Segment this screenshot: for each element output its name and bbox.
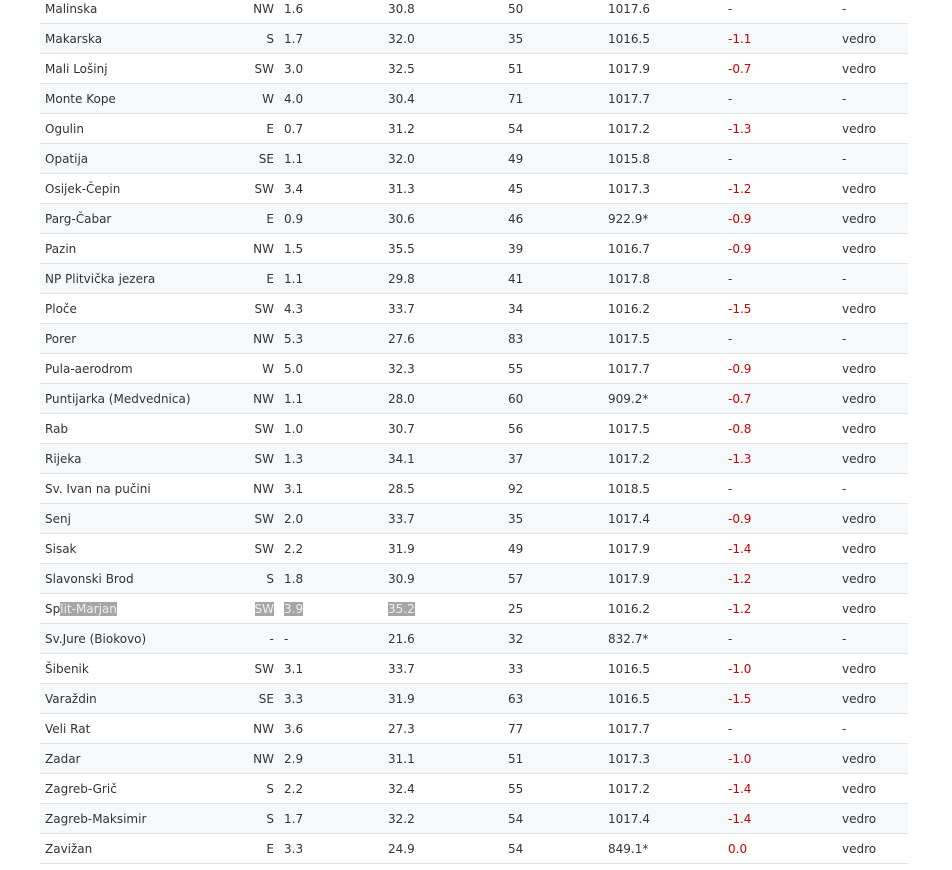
wind-speed: 1.3 bbox=[278, 444, 388, 474]
weather-condition: vedro bbox=[842, 564, 908, 594]
weather-condition: vedro bbox=[842, 384, 908, 414]
table-row bbox=[40, 24, 908, 54]
weather-condition: vedro bbox=[842, 504, 908, 534]
humidity: 55 bbox=[508, 354, 608, 384]
wind-speed: 1.6 bbox=[278, 0, 388, 24]
weather-table-body bbox=[40, 0, 908, 864]
selected-text: 3.9 bbox=[284, 601, 304, 616]
pressure-tendency: -0.7 bbox=[728, 54, 842, 84]
table-row bbox=[40, 744, 908, 774]
temperature: 30.6 bbox=[388, 204, 508, 234]
table-row bbox=[40, 774, 908, 804]
pressure: 1017.2 bbox=[608, 774, 728, 804]
weather-condition: - bbox=[842, 624, 908, 654]
pressure-tendency: -0.9 bbox=[728, 204, 842, 234]
wind-direction: SE bbox=[240, 684, 278, 714]
wind-direction: W bbox=[240, 354, 278, 384]
wind-direction: S bbox=[240, 564, 278, 594]
pressure-tendency: 0.0 bbox=[728, 834, 842, 864]
pressure-tendency: -0.8 bbox=[728, 414, 842, 444]
table-row bbox=[40, 444, 908, 474]
wind-speed: 0.9 bbox=[278, 204, 388, 234]
pressure-tendency: -1.0 bbox=[728, 744, 842, 774]
pressure-tendency: -0.9 bbox=[728, 504, 842, 534]
station-name: Zagreb-Grič bbox=[40, 774, 240, 804]
humidity: 50 bbox=[508, 0, 608, 24]
temperature: 34.1 bbox=[388, 444, 508, 474]
temperature: 29.8 bbox=[388, 264, 508, 294]
wind-direction: S bbox=[240, 24, 278, 54]
weather-table bbox=[40, 0, 908, 864]
wind-direction: NW bbox=[240, 384, 278, 414]
pressure: 1015.8 bbox=[608, 144, 728, 174]
temperature: 35.5 bbox=[388, 234, 508, 264]
temperature: 28.5 bbox=[388, 474, 508, 504]
humidity: 57 bbox=[508, 564, 608, 594]
wind-speed: 2.2 bbox=[278, 534, 388, 564]
table-row bbox=[40, 654, 908, 684]
pressure: 1017.4 bbox=[608, 804, 728, 834]
table-row bbox=[40, 264, 908, 294]
pressure: 1017.7 bbox=[608, 714, 728, 744]
humidity: 34 bbox=[508, 294, 608, 324]
pressure-tendency: - bbox=[728, 0, 842, 24]
station-name: Monte Kope bbox=[40, 84, 240, 114]
wind-direction: SW bbox=[240, 414, 278, 444]
pressure: 1017.5 bbox=[608, 414, 728, 444]
wind-speed: 1.1 bbox=[278, 384, 388, 414]
wind-direction: SW bbox=[240, 444, 278, 474]
pressure: 1016.5 bbox=[608, 24, 728, 54]
pressure-tendency: -0.9 bbox=[728, 234, 842, 264]
temperature: 30.7 bbox=[388, 414, 508, 444]
wind-direction: SW bbox=[240, 294, 278, 324]
station-name: Sv. Ivan na pučini bbox=[40, 474, 240, 504]
wind-direction bbox=[240, 594, 278, 624]
temperature: 32.3 bbox=[388, 354, 508, 384]
table-row bbox=[40, 234, 908, 264]
pressure-tendency: - bbox=[728, 324, 842, 354]
humidity: 41 bbox=[508, 264, 608, 294]
pressure-tendency: - bbox=[728, 264, 842, 294]
temperature: 30.9 bbox=[388, 564, 508, 594]
pressure: 1017.3 bbox=[608, 744, 728, 774]
pressure-tendency: -1.0 bbox=[728, 654, 842, 684]
humidity: 63 bbox=[508, 684, 608, 714]
wind-direction: SW bbox=[240, 174, 278, 204]
weather-condition: - bbox=[842, 264, 908, 294]
temperature: 31.9 bbox=[388, 534, 508, 564]
temperature: 24.9 bbox=[388, 834, 508, 864]
humidity: 54 bbox=[508, 114, 608, 144]
pressure: 832.7* bbox=[608, 624, 728, 654]
wind-speed: 3.0 bbox=[278, 54, 388, 84]
wind-speed: 3.1 bbox=[278, 474, 388, 504]
weather-condition: vedro bbox=[842, 54, 908, 84]
weather-condition: vedro bbox=[842, 774, 908, 804]
station-name: Zavižan bbox=[40, 834, 240, 864]
wind-direction: NW bbox=[240, 234, 278, 264]
table-row bbox=[40, 384, 908, 414]
selected-text: lit-Marjan bbox=[60, 601, 117, 616]
pressure-tendency: - bbox=[728, 84, 842, 114]
table-row bbox=[40, 534, 908, 564]
pressure: 1017.9 bbox=[608, 54, 728, 84]
humidity: 35 bbox=[508, 24, 608, 54]
pressure: 849.1* bbox=[608, 834, 728, 864]
humidity: 39 bbox=[508, 234, 608, 264]
weather-condition: vedro bbox=[842, 804, 908, 834]
weather-condition: vedro bbox=[842, 354, 908, 384]
weather-condition: - bbox=[842, 144, 908, 174]
pressure: 1016.7 bbox=[608, 234, 728, 264]
temperature: 31.1 bbox=[388, 744, 508, 774]
wind-speed: 5.3 bbox=[278, 324, 388, 354]
station-name: Šibenik bbox=[40, 654, 240, 684]
temperature: 27.3 bbox=[388, 714, 508, 744]
temperature: 32.5 bbox=[388, 54, 508, 84]
pressure: 1018.5 bbox=[608, 474, 728, 504]
station-name: Zadar bbox=[40, 744, 240, 774]
wind-direction: SW bbox=[240, 504, 278, 534]
wind-speed: 2.9 bbox=[278, 744, 388, 774]
weather-condition: vedro bbox=[842, 414, 908, 444]
wind-direction: SW bbox=[240, 534, 278, 564]
table-row bbox=[40, 594, 908, 624]
table-row bbox=[40, 684, 908, 714]
wind-speed: 3.3 bbox=[278, 834, 388, 864]
wind-speed: 1.1 bbox=[278, 144, 388, 174]
weather-condition: - bbox=[842, 714, 908, 744]
table-row bbox=[40, 504, 908, 534]
wind-speed: 3.4 bbox=[278, 174, 388, 204]
pressure-tendency: -1.2 bbox=[728, 594, 842, 624]
weather-condition: vedro bbox=[842, 24, 908, 54]
wind-direction: S bbox=[240, 774, 278, 804]
pressure-tendency: - bbox=[728, 474, 842, 504]
weather-condition: - bbox=[842, 474, 908, 504]
humidity: 55 bbox=[508, 774, 608, 804]
station-name: Pula-aerodrom bbox=[40, 354, 240, 384]
pressure: 922.9* bbox=[608, 204, 728, 234]
temperature: 33.7 bbox=[388, 504, 508, 534]
pressure: 1016.2 bbox=[608, 294, 728, 324]
weather-condition: vedro bbox=[842, 744, 908, 774]
station-name: Veli Rat bbox=[40, 714, 240, 744]
wind-direction: SW bbox=[240, 54, 278, 84]
wind-direction: NW bbox=[240, 714, 278, 744]
station-name: Zagreb-Maksimir bbox=[40, 804, 240, 834]
wind-speed: 0.7 bbox=[278, 114, 388, 144]
pressure: 1016.5 bbox=[608, 684, 728, 714]
pressure-tendency: -1.5 bbox=[728, 294, 842, 324]
table-row bbox=[40, 714, 908, 744]
humidity: 56 bbox=[508, 414, 608, 444]
temperature: 32.0 bbox=[388, 144, 508, 174]
wind-speed: 3.6 bbox=[278, 714, 388, 744]
wind-speed: 1.8 bbox=[278, 564, 388, 594]
humidity: 32 bbox=[508, 624, 608, 654]
wind-speed: 5.0 bbox=[278, 354, 388, 384]
pressure: 1017.7 bbox=[608, 354, 728, 384]
table-row bbox=[40, 354, 908, 384]
table-row bbox=[40, 144, 908, 174]
temperature: 31.3 bbox=[388, 174, 508, 204]
pressure-tendency: -1.3 bbox=[728, 444, 842, 474]
pressure: 1017.3 bbox=[608, 174, 728, 204]
temperature: 30.4 bbox=[388, 84, 508, 114]
wind-speed: 4.3 bbox=[278, 294, 388, 324]
pressure: 1017.6 bbox=[608, 0, 728, 24]
weather-condition: vedro bbox=[842, 594, 908, 624]
table-row bbox=[40, 624, 908, 654]
temperature: 31.9 bbox=[388, 684, 508, 714]
table-row bbox=[40, 564, 908, 594]
wind-speed: 1.1 bbox=[278, 264, 388, 294]
humidity: 35 bbox=[508, 504, 608, 534]
station-name: Puntijarka (Medvednica) bbox=[40, 384, 240, 414]
weather-condition: vedro bbox=[842, 444, 908, 474]
table-row bbox=[40, 84, 908, 114]
station-name: NP Plitvička jezera bbox=[40, 264, 240, 294]
pressure-tendency: -1.2 bbox=[728, 174, 842, 204]
selected-text: 35.2 bbox=[388, 601, 415, 616]
table-row bbox=[40, 834, 908, 864]
wind-speed: 1.7 bbox=[278, 804, 388, 834]
pressure-tendency: -1.2 bbox=[728, 564, 842, 594]
weather-condition: vedro bbox=[842, 834, 908, 864]
pressure-tendency: - bbox=[728, 624, 842, 654]
pressure: 1016.5 bbox=[608, 654, 728, 684]
station-name: Varaždin bbox=[40, 684, 240, 714]
station-name: Ogulin bbox=[40, 114, 240, 144]
station-name: Makarska bbox=[40, 24, 240, 54]
selected-text: SW bbox=[254, 601, 274, 616]
station-name: Senj bbox=[40, 504, 240, 534]
table-row bbox=[40, 804, 908, 834]
table-row bbox=[40, 0, 908, 24]
pressure: 1017.9 bbox=[608, 534, 728, 564]
station-name: Slavonski Brod bbox=[40, 564, 240, 594]
weather-condition: vedro bbox=[842, 654, 908, 684]
pressure-tendency: -1.5 bbox=[728, 684, 842, 714]
humidity: 33 bbox=[508, 654, 608, 684]
weather-condition: vedro bbox=[842, 294, 908, 324]
weather-condition: - bbox=[842, 84, 908, 114]
humidity: 25 bbox=[508, 594, 608, 624]
wind-direction: E bbox=[240, 834, 278, 864]
station-name-plain: Sp bbox=[45, 601, 61, 616]
wind-speed: 3.3 bbox=[278, 684, 388, 714]
station-name: Sisak bbox=[40, 534, 240, 564]
humidity: 54 bbox=[508, 804, 608, 834]
station-name: Malinska bbox=[40, 0, 240, 24]
temperature: 30.8 bbox=[388, 0, 508, 24]
temperature: 32.0 bbox=[388, 24, 508, 54]
humidity: 60 bbox=[508, 384, 608, 414]
temperature: 32.2 bbox=[388, 804, 508, 834]
humidity: 49 bbox=[508, 144, 608, 174]
wind-direction: S bbox=[240, 804, 278, 834]
wind-speed bbox=[278, 594, 388, 624]
station-name: Rijeka bbox=[40, 444, 240, 474]
table-row bbox=[40, 204, 908, 234]
station-name: Osijek-Čepin bbox=[40, 174, 240, 204]
humidity: 77 bbox=[508, 714, 608, 744]
wind-speed: 2.2 bbox=[278, 774, 388, 804]
wind-speed: 2.0 bbox=[278, 504, 388, 534]
temperature: 33.7 bbox=[388, 294, 508, 324]
pressure: 1016.2 bbox=[608, 594, 728, 624]
table-row bbox=[40, 474, 908, 504]
pressure-tendency: -0.9 bbox=[728, 354, 842, 384]
table-row bbox=[40, 414, 908, 444]
humidity: 92 bbox=[508, 474, 608, 504]
table-row bbox=[40, 114, 908, 144]
humidity: 83 bbox=[508, 324, 608, 354]
weather-condition: vedro bbox=[842, 534, 908, 564]
weather-condition: vedro bbox=[842, 684, 908, 714]
pressure-tendency: -1.4 bbox=[728, 534, 842, 564]
wind-direction: SE bbox=[240, 144, 278, 174]
pressure: 1017.8 bbox=[608, 264, 728, 294]
temperature: 28.0 bbox=[388, 384, 508, 414]
pressure: 1017.2 bbox=[608, 114, 728, 144]
wind-direction: E bbox=[240, 114, 278, 144]
weather-condition: - bbox=[842, 0, 908, 24]
wind-direction: NW bbox=[240, 744, 278, 774]
pressure-tendency: -1.3 bbox=[728, 114, 842, 144]
humidity: 45 bbox=[508, 174, 608, 204]
wind-speed: 3.1 bbox=[278, 654, 388, 684]
temperature: 32.4 bbox=[388, 774, 508, 804]
wind-speed: 4.0 bbox=[278, 84, 388, 114]
weather-condition: vedro bbox=[842, 174, 908, 204]
pressure-tendency: -1.1 bbox=[728, 24, 842, 54]
station-name: Mali Lošinj bbox=[40, 54, 240, 84]
weather-condition: vedro bbox=[842, 234, 908, 264]
wind-direction: W bbox=[240, 84, 278, 114]
station-name: Sv.Jure (Biokovo) bbox=[40, 624, 240, 654]
weather-condition: vedro bbox=[842, 204, 908, 234]
temperature: 33.7 bbox=[388, 654, 508, 684]
station-name bbox=[40, 594, 240, 624]
wind-speed: 1.7 bbox=[278, 24, 388, 54]
station-name: Porer bbox=[40, 324, 240, 354]
station-name: Ploče bbox=[40, 294, 240, 324]
table-row bbox=[40, 294, 908, 324]
wind-speed: - bbox=[278, 624, 388, 654]
station-name: Rab bbox=[40, 414, 240, 444]
pressure: 1017.2 bbox=[608, 444, 728, 474]
humidity: 46 bbox=[508, 204, 608, 234]
table-row bbox=[40, 324, 908, 354]
pressure: 1017.9 bbox=[608, 564, 728, 594]
weather-condition: - bbox=[842, 324, 908, 354]
wind-direction: E bbox=[240, 204, 278, 234]
station-name: Parg-Čabar bbox=[40, 204, 240, 234]
pressure-tendency: -1.4 bbox=[728, 804, 842, 834]
weather-condition: vedro bbox=[842, 114, 908, 144]
station-name: Pazin bbox=[40, 234, 240, 264]
table-row bbox=[40, 174, 908, 204]
table-row bbox=[40, 54, 908, 84]
pressure-tendency: -1.4 bbox=[728, 774, 842, 804]
humidity: 51 bbox=[508, 54, 608, 84]
temperature: 31.2 bbox=[388, 114, 508, 144]
wind-direction: E bbox=[240, 264, 278, 294]
wind-direction: NW bbox=[240, 0, 278, 24]
wind-direction: NW bbox=[240, 324, 278, 354]
wind-speed: 1.0 bbox=[278, 414, 388, 444]
wind-direction: NW bbox=[240, 474, 278, 504]
temperature: 27.6 bbox=[388, 324, 508, 354]
humidity: 51 bbox=[508, 744, 608, 774]
humidity: 49 bbox=[508, 534, 608, 564]
pressure-tendency: -0.7 bbox=[728, 384, 842, 414]
pressure: 909.2* bbox=[608, 384, 728, 414]
humidity: 71 bbox=[508, 84, 608, 114]
pressure: 1017.5 bbox=[608, 324, 728, 354]
temperature bbox=[388, 594, 508, 624]
pressure: 1017.7 bbox=[608, 84, 728, 114]
wind-direction: - bbox=[240, 624, 278, 654]
pressure: 1017.4 bbox=[608, 504, 728, 534]
wind-direction: SW bbox=[240, 654, 278, 684]
pressure-tendency: - bbox=[728, 144, 842, 174]
pressure-tendency: - bbox=[728, 714, 842, 744]
humidity: 37 bbox=[508, 444, 608, 474]
temperature: 21.6 bbox=[388, 624, 508, 654]
station-name: Opatija bbox=[40, 144, 240, 174]
humidity: 54 bbox=[508, 834, 608, 864]
wind-speed: 1.5 bbox=[278, 234, 388, 264]
